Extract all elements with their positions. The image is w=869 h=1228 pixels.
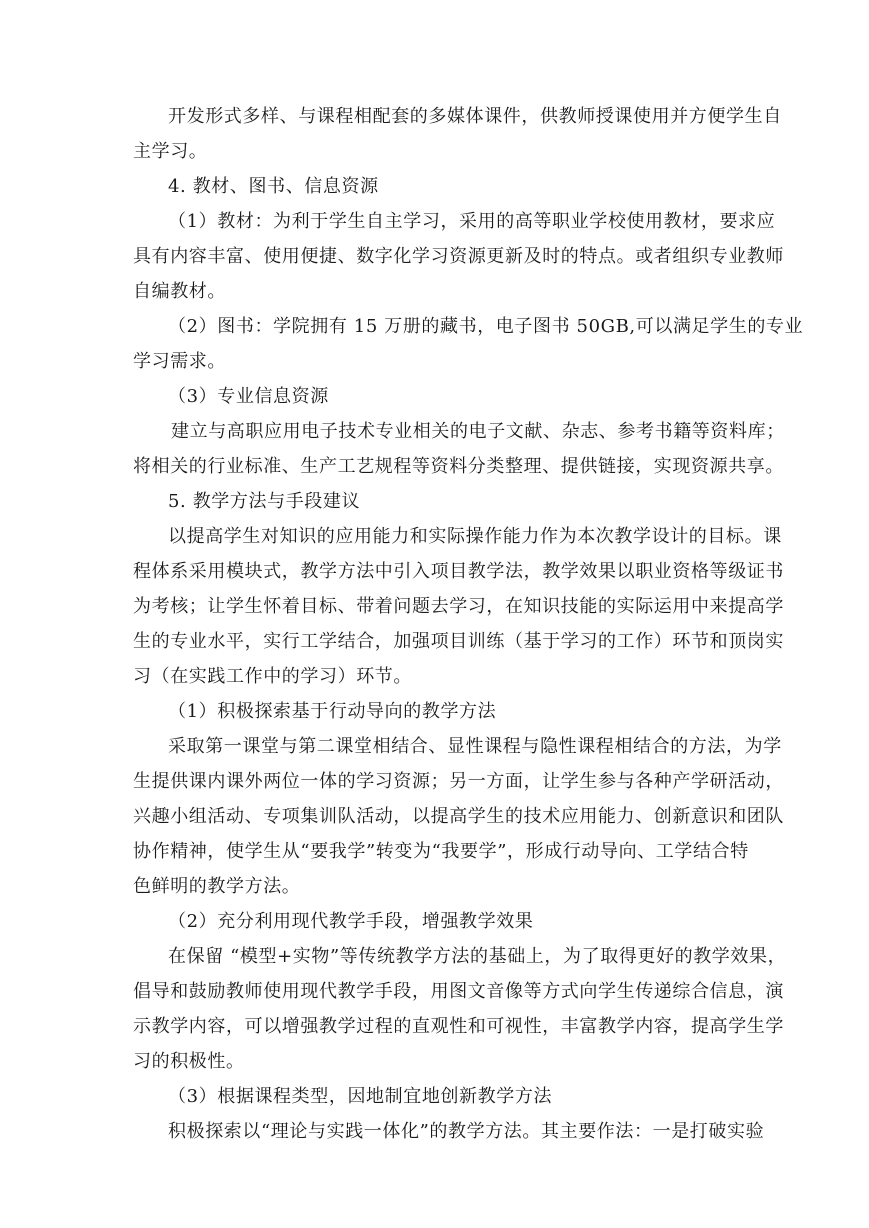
paragraph-line: 生提供课内课外两位一体的学习资源；另一方面，让学生参与各种产学研活动， [133, 771, 784, 792]
paragraph-line: 将相关的行业标准、生产工艺规程等资料分类整理、提供链接，实现资源共享。 [133, 456, 784, 477]
paragraph-line: 以提高学生对知识的应用能力和实际操作能力作为本次教学设计的目标。课 [168, 526, 782, 547]
paragraph-line: 学习需求。 [133, 351, 226, 372]
paragraph-line: 积极探索以“理论与实践一体化”的教学方法。其主要作法：一是打破实验 [168, 1121, 765, 1142]
paragraph-line: 建立与高职应用电子技术专业相关的电子文献、杂志、参考书籍等资料库； [171, 421, 785, 442]
section-heading: 5. 教学方法与手段建议 [168, 491, 361, 512]
paragraph-line: 兴趣小组活动、专项集训队活动，以提高学生的技术应用能力、创新意识和团队 [133, 806, 784, 827]
paragraph-line: 倡导和鼓励教师使用现代教学手段，用图文音像等方式向学生传递综合信息，演 [133, 981, 784, 1002]
subsection-heading: （1）积极探索基于行动导向的教学方法 [168, 701, 497, 722]
paragraph-line: 协作精神，使学生从“要我学”转变为“我要学”，形成行动导向、工学结合特 [133, 841, 749, 862]
paragraph-line: 程体系采用模块式，教学方法中引入项目教学法，教学效果以职业资格等级证书 [133, 561, 784, 582]
paragraph-line: 在保留 “模型+实物”等传统教学方法的基础上，为了取得更好的教学效果， [168, 946, 787, 967]
paragraph-line: 为考核；让学生怀着目标、带着问题去学习，在知识技能的实际运用中来提高学 [133, 596, 784, 617]
paragraph-line: 开发形式多样、与课程相配套的多媒体课件，供教师授课使用并方便学生自 [168, 106, 782, 127]
paragraph-line: 采取第一课堂与第二课堂相结合、显性课程与隐性课程相结合的方法，为学 [168, 736, 782, 757]
paragraph-line: 具有内容丰富、使用便捷、数字化学习资源更新及时的特点。或者组织专业教师 [133, 246, 784, 267]
paragraph-line: 自编教材。 [133, 281, 226, 302]
paragraph-line: 习的积极性。 [133, 1051, 245, 1072]
subsection-heading: （2）充分利用现代教学手段，增强教学效果 [168, 911, 534, 932]
paragraph-line: （1）教材：为利于学生自主学习，采用的高等职业学校使用教材，要求应 [168, 211, 776, 232]
subsection-heading: （3）根据课程类型，因地制宜地创新教学方法 [168, 1086, 553, 1107]
paragraph-line: 色鲜明的教学方法。 [133, 876, 301, 897]
paragraph-line: 主学习。 [133, 141, 208, 162]
paragraph-line: （2）图书：学院拥有 15 万册的藏书，电子图书 50GB,可以满足学生的专业 [168, 316, 804, 337]
paragraph-line: 生的专业水平，实行工学结合，加强项目训练（基于学习的工作）环节和顶岗实 [133, 631, 784, 652]
paragraph-line: 习（在实践工作中的学习）环节。 [133, 666, 412, 687]
subsection-heading: （3）专业信息资源 [168, 386, 329, 407]
paragraph-line: 示教学内容，可以增强教学过程的直观性和可视性，丰富教学内容，提高学生学 [133, 1016, 784, 1037]
section-heading: 4. 教材、图书、信息资源 [168, 176, 379, 197]
